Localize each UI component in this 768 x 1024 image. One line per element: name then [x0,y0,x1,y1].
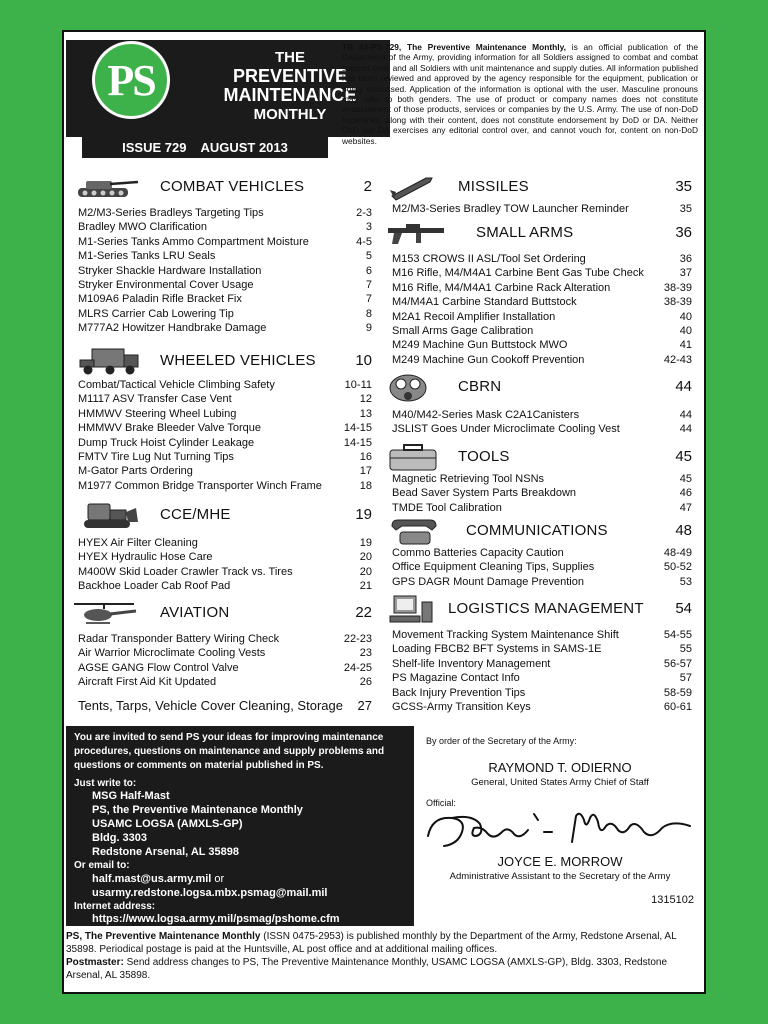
toc-entry [392,472,692,486]
item-list [78,206,372,336]
tank-icon [72,172,142,202]
entry-title: Magnetic Retrieving Tool NSNs [392,473,545,485]
entry-title: Bead Saver System Parts Breakdown [392,487,577,500]
toc-entry [78,392,372,406]
entry-title: Stryker Shackle Hardware Installation [78,264,262,277]
issue-number: ISSUE 729 [122,139,187,155]
toc-entry [78,436,372,450]
section-page: 54 [675,600,692,617]
toc-entry [78,292,372,306]
section-combat-vehicles [72,172,372,335]
section-page: 36 [675,224,692,241]
toc-entry [78,632,372,646]
toc-entry [78,235,372,249]
toc-entry [392,686,692,700]
entry-page: 13 [359,407,372,420]
ps-logo: PS [92,41,170,119]
entry-title: Stryker Environmental Cover Usage [78,279,254,292]
item-list [392,202,692,216]
entry-page: 56-57 [663,657,692,670]
handset-icon [386,516,456,546]
entry-page: 21 [359,580,372,593]
entry-title: Dump Truck Hoist Cylinder Leakage [78,436,255,449]
entry-page: 38-39 [663,296,692,309]
helicopter-icon [72,598,142,628]
entry-page: 8 [365,307,372,320]
toc-entry [392,202,692,216]
issue-bar [82,136,328,158]
entry-page: 2-3 [356,207,372,219]
toc-entry [392,486,692,500]
toc-entry [78,321,372,335]
entry-title: Combat/Tactical Vehicle Climbing Safety [78,379,275,391]
toc-entry [78,407,372,421]
section-page: 35 [675,178,692,195]
entry-title: Backhoe Loader Cab Roof Pad [78,580,231,593]
entry-title: M153 CROWS II ASL/Tool Set Ordering [392,253,586,265]
entry-page: 58-59 [663,686,692,699]
entry-page: 14-15 [343,422,372,435]
toc-entry [392,560,692,574]
entry-title: Office Equipment Cleaning Tips, Supplies [392,561,595,574]
toc-entry [78,661,372,675]
publication-number: 1315102 [651,894,694,906]
section-title: CCE/MHE [160,506,231,523]
entry-page: 44 [679,423,692,436]
entry-title: M2/M3-Series Bradley TOW Launcher Reminder [392,203,629,215]
entry-page: 10-11 [344,379,372,391]
entry-page: 22-23 [343,633,372,645]
entry-page: 23 [359,647,372,660]
section-page: 45 [675,448,692,465]
extra-item: Tents, Tarps, Vehicle Cover Cleaning, Storage 27 [78,698,372,713]
toc-entry [78,464,372,478]
missile-icon [386,172,456,202]
email-link-psmag[interactable]: usarmy.redstone.logsa.mbx.psmag@mail.mil [92,887,328,899]
entry-title: Commo Batteries Capacity Caution [392,547,564,559]
signatory-title: General, United States Army Chief of Staff [471,777,649,788]
entry-title: GPS DAGR Mount Damage Prevention [392,575,584,588]
section-title: AVIATION [160,604,230,621]
toc-entry [78,421,372,435]
toc-entry [392,353,692,367]
section-page: 2 [363,178,372,195]
magazine-title: THE PREVENTIVE MAINTENANCE MONTHLY [223,49,357,123]
entry-title: M249 Machine Gun Buttstock MWO [392,339,568,352]
gas-mask-icon [386,372,456,402]
toc-entry [78,479,372,493]
toc-entry [78,220,372,234]
entry-page: 35 [679,203,692,215]
toc-entry [392,546,692,560]
section-aviation [72,598,372,689]
entry-page: 54-55 [663,629,692,641]
toc-entry [78,264,372,278]
toc-entry [392,310,692,324]
entry-title: M-Gator Parts Ordering [78,465,193,478]
entry-page: 4-5 [356,235,372,248]
toc-entry [392,700,692,714]
entry-page: 19 [359,537,372,549]
entry-title: MLRS Carrier Cab Lowering Tip [78,307,234,320]
computer-icon [386,594,456,624]
item-list [78,536,372,594]
entry-page: 5 [365,250,372,263]
entry-title: Bradley MWO Clarification [78,221,207,234]
section-page: 44 [675,378,692,395]
invite-box: You are invited to send PS your ideas for improving maintenance procedures, questions on maintenance and supply problems and questions or comments on material published in PS. Just write to: MSG Half-Mast PS, the Preventive Maintenance Monthly USAMC LOGSA (AMXLS-GP) Bldg. 3303 Redstone Arsenal, AL 35898 Or email to: half.mast@us.army.mil or usarmy.redstone.logsa.mbx.psmag@mail.mil Internet address: https://www.logsa.army.mil/psmag/pshome.cfm [66,726,414,926]
rifle-icon [386,218,456,248]
toc-entry [392,281,692,295]
entry-title: Radar Transponder Battery Wiring Check [78,633,280,645]
section-cce-mhe [72,500,372,593]
item-list [78,378,372,493]
entry-page: 40 [679,310,692,323]
entry-title: M400W Skid Loader Crawler Track vs. Tires [78,565,293,578]
item-list [392,546,692,589]
toc-entry [78,249,372,263]
entry-page: 20 [359,551,372,564]
entry-title: Shelf-life Inventory Management [392,657,551,670]
toc-entry [78,206,372,220]
entry-page: 57 [679,672,692,685]
section-cbrn [386,372,692,436]
entry-title: M40/M42-Series Mask C2A1Canisters [392,409,580,421]
toc-entry [392,671,692,685]
toc-entry [392,642,692,656]
item-list [78,632,372,690]
toc-entry [392,252,692,266]
entry-page: 6 [365,264,372,277]
toc-entry [392,628,692,642]
section-small-arms [386,218,692,366]
toc-entry [392,338,692,352]
toc-entry [78,536,372,550]
entry-page: 46 [679,487,692,500]
entry-title: HMMWV Steering Wheel Lubing [78,407,237,420]
section-title: MISSILES [458,178,529,195]
toc-entry [392,657,692,671]
section-page: 22 [355,604,372,621]
toc-entry [78,278,372,292]
entry-page: 42-43 [663,353,692,366]
entry-title: M2/M3-Series Bradleys Targeting Tips [78,207,264,219]
internet-link[interactable]: https://www.logsa.army.mil/psmag/pshome.cfm [92,913,340,925]
section-tools [386,442,692,514]
entry-title: Loading FBCB2 BFT Systems in SAMS-1E [392,643,602,656]
toc-entry [392,575,692,589]
publication-blurb: TB 43-PS-729, The Preventive Maintenance Monthly, is an official publication of the Department of the Army, providing information for all Soldiers assigned to combat and combat support units and all Soldiers with unit maintenance and supply duties. All information published has been reviewed and approved by the agency responsible for the equipment, publication or policy discussed. Application of the information is optional with the user. Masculine pronouns may refer to both genders. The use of product or company names does not constitute endorsement of those products, services or companies by the U.S. Army. The use of non-DoD hyperlinks, along with their content, does not constitute endorsement by DoD or DA. Neither DoD nor DA exercises any editorial control over, and cannot vouch for, content on non-DoD websites. [342,42,698,146]
section-missiles [386,172,692,215]
entry-page: 7 [365,279,372,292]
entry-title: M1117 ASV Transfer Case Vent [78,393,232,406]
section-page: 48 [675,522,692,539]
section-title: TOOLS [458,448,510,465]
entry-title: TMDE Tool Calibration [392,501,502,514]
item-list [392,408,692,437]
toc-entry [78,565,372,579]
entry-title: Back Injury Prevention Tips [392,686,526,699]
entry-page: 53 [679,575,692,588]
item-list [392,628,692,714]
entry-page: 44 [679,409,692,421]
entry-title: HMMWV Brake Bleeder Valve Torque [78,422,261,435]
toc-entry [78,675,372,689]
official-name: JOYCE E. MORROW [497,854,623,869]
entry-title: M1977 Common Bridge Transporter Winch Frame [78,479,322,492]
toolbox-icon [386,442,456,472]
signature-image [422,806,698,852]
by-order-text: By order of the Secretary of the Army: [426,736,577,746]
entry-page: 38-39 [663,281,692,294]
truck-icon [72,346,142,376]
entry-page: 14-15 [343,436,372,449]
entry-title: M1-Series Tanks LRU Seals [78,250,216,263]
section-title: LOGISTICS MANAGEMENT [448,600,644,617]
entry-title: Movement Tracking System Maintenance Shift [392,629,619,641]
entry-page: 60-61 [663,701,692,714]
entry-page: 18 [359,479,372,492]
entry-page: 45 [679,473,692,485]
entry-page: 3 [365,221,372,234]
entry-title: PS Magazine Contact Info [392,672,520,685]
entry-title: FMTV Tire Lug Nut Turning Tips [78,451,234,464]
entry-page: 36 [679,253,692,265]
toc-entry [78,307,372,321]
entry-title: GCSS-Army Transition Keys [392,701,531,714]
entry-title: M16 Rifle, M4/M4A1 Carbine Bent Gas Tube Check [392,267,644,280]
toc-entry [78,550,372,564]
entry-page: 16 [359,451,372,464]
postmaster-notice: Postmaster: Send address changes to PS, The Preventive Maintenance Monthly, USAMC LOGSA (AMXLS-GP), Bldg. 3303, Redstone Arsenal, AL 35898. [66,957,668,981]
entry-title: M109A6 Paladin Rifle Bracket Fix [78,293,242,306]
magazine-page [62,30,706,994]
entry-page: 9 [365,322,372,335]
email-link-half-mast[interactable]: half.mast@us.army.mil [92,873,212,885]
entry-title: AGSE GANG Flow Control Valve [78,661,239,674]
section-title: CBRN [458,378,502,395]
entry-title: HYEX Air Filter Cleaning [78,537,198,549]
toc-entry [392,408,692,422]
section-logistics-management [386,594,692,714]
item-list [392,252,692,367]
entry-title: M1-Series Tanks Ammo Compartment Moisture [78,235,309,248]
entry-title: M2A1 Recoil Amplifier Installation [392,310,556,323]
entry-title: M16 Rifle, M4/M4A1 Carbine Rack Alteration [392,281,611,294]
footer [66,930,704,982]
section-title: SMALL ARMS [476,224,574,241]
entry-page: 26 [359,676,372,689]
toc-entry [392,266,692,280]
signatory-name: RAYMOND T. ODIERNO [488,760,632,775]
toc-entry [392,324,692,338]
issue-date: AUGUST 2013 [200,139,288,155]
entry-page: 40 [679,325,692,338]
section-communications [386,516,692,588]
toc-entry [78,579,372,593]
loader-icon [72,500,142,530]
entry-title: M249 Machine Gun Cookoff Prevention [392,353,585,366]
entry-title: M777A2 Howitzer Handbrake Damage [78,322,267,335]
order-box [416,726,704,926]
entry-page: 41 [679,339,692,352]
entry-title: Small Arms Gage Calibration [392,325,534,338]
entry-page: 17 [359,465,372,478]
section-title: WHEELED VEHICLES [160,352,316,369]
toc-entry [78,378,372,392]
section-title: COMBAT VEHICLES [160,178,305,195]
entry-title: HYEX Hydraulic Hose Care [78,551,213,564]
entry-title: Aircraft First Aid Kit Updated [78,676,217,689]
toc-entry [392,501,692,515]
publication-notice: PS, The Preventive Maintenance Monthly (ISSN 0475-2953) is published monthly by the Department of the Army, Redstone Arsenal, AL 35898. Periodical postage is paid at the Huntsville, AL post office and at additional mailing offices. [66,931,677,955]
entry-title: JSLIST Goes Under Microclimate Cooling Vest [392,423,620,436]
section-title: COMMUNICATIONS [466,522,608,539]
entry-page: 47 [679,501,692,514]
entry-page: 20 [359,565,372,578]
toc-entry [392,295,692,309]
toc-entry [78,646,372,660]
entry-page: 7 [365,293,372,306]
section-page: 19 [355,506,372,523]
official-label: Official: [426,798,456,808]
entry-page: 12 [359,393,372,406]
item-list [392,472,692,515]
entry-page: 55 [679,643,692,656]
section-wheeled-vehicles [72,346,372,492]
entry-title: Air Warrior Microclimate Cooling Vests [78,647,266,660]
section-page: 10 [355,352,372,369]
toc-entry [78,450,372,464]
entry-title: M4/M4A1 Carbine Standard Buttstock [392,296,577,309]
entry-page: 50-52 [663,561,692,574]
entry-page: 37 [679,267,692,280]
toc-entry [392,422,692,436]
entry-page: 24-25 [343,661,372,674]
official-title: Administrative Assistant to the Secretary of the Army [449,871,671,882]
entry-page: 48-49 [663,547,692,559]
